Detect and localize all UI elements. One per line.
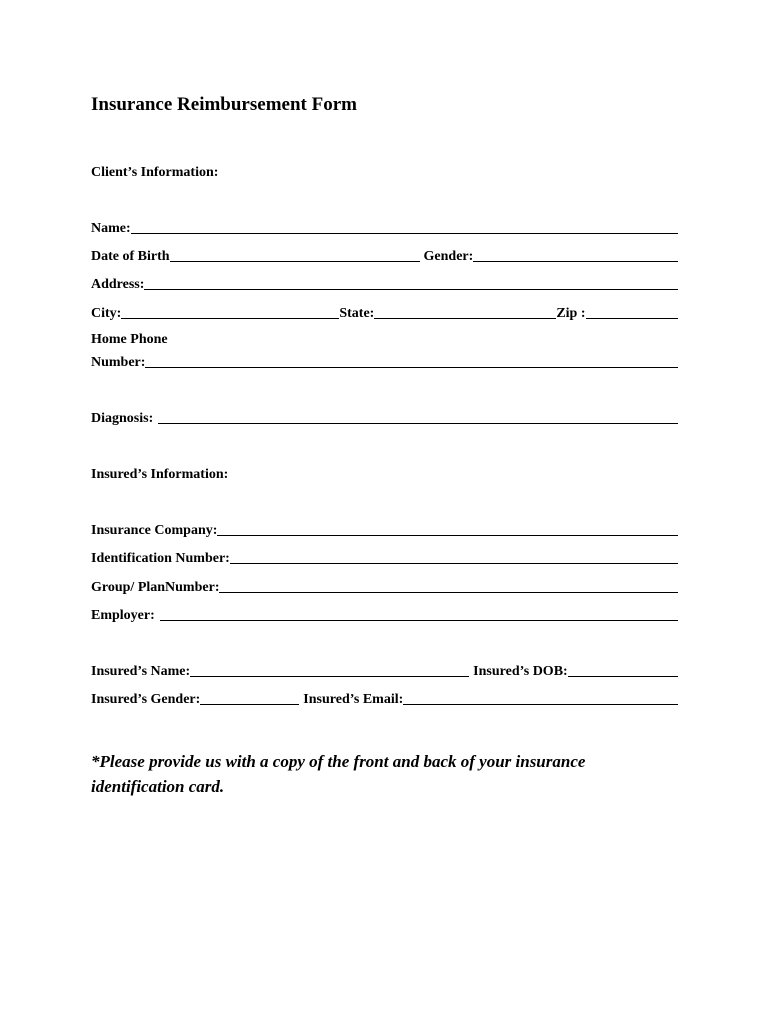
dob-label: Date of Birth [91, 249, 170, 264]
gender-label: Gender: [423, 249, 474, 264]
group-plan-number-label: Group/ PlanNumber: [91, 580, 220, 595]
zip-field[interactable] [586, 318, 678, 319]
city-state-zip-row [91, 302, 678, 322]
insured-gender-email-row [91, 688, 678, 708]
employer-row [91, 604, 678, 624]
group-plan-number-field[interactable] [219, 592, 678, 593]
insured-email-field[interactable] [403, 704, 678, 705]
insurance-company-row [91, 519, 678, 539]
form-title: Insurance Reimbursement Form [91, 94, 357, 115]
gender-field[interactable] [473, 261, 678, 262]
zip-label: Zip : [556, 306, 586, 321]
client-information-heading: Client’s Information: [91, 165, 219, 180]
name-row [91, 217, 678, 237]
address-row [91, 273, 678, 293]
insurance-card-note: *Please provide us with a copy of the front and back of your insurance identification card. [91, 752, 586, 796]
name-field[interactable] [131, 233, 678, 234]
home-phone-field[interactable] [145, 367, 678, 368]
insured-name-label: Insured’s Name: [91, 664, 191, 679]
insured-dob-label: Insured’s DOB: [473, 664, 568, 679]
insured-name-field[interactable] [190, 676, 469, 677]
home-phone-label: Number: [91, 355, 146, 370]
insured-name-dob-row [91, 660, 678, 680]
insurance-company-label: Insurance Company: [91, 523, 218, 538]
name-label: Name: [91, 221, 131, 236]
insured-gender-label: Insured’s Gender: [91, 692, 201, 707]
address-field[interactable] [144, 289, 678, 290]
address-label: Address: [91, 277, 145, 292]
city-field[interactable] [121, 318, 339, 319]
diagnosis-row [91, 407, 678, 427]
state-label: State: [339, 306, 375, 321]
diagnosis-label: Diagnosis: [91, 411, 154, 426]
dob-gender-row [91, 245, 678, 265]
identification-number-row [91, 547, 678, 567]
diagnosis-field[interactable] [158, 423, 678, 424]
insured-gender-field[interactable] [200, 704, 299, 705]
employer-label: Employer: [91, 608, 155, 623]
state-field[interactable] [374, 318, 556, 319]
insured-email-label: Insured’s Email: [303, 692, 404, 707]
city-label: City: [91, 306, 122, 321]
identification-number-field[interactable] [230, 563, 678, 564]
employer-field[interactable] [160, 620, 678, 621]
insured-dob-field[interactable] [568, 676, 678, 677]
group-plan-number-row [91, 576, 678, 596]
dob-field[interactable] [170, 261, 420, 262]
insured-information-heading: Insured’s Information: [91, 467, 229, 482]
identification-number-label: Identification Number: [91, 551, 230, 566]
home-phone-row [91, 351, 678, 371]
insurance-company-field[interactable] [217, 535, 678, 536]
home-phone-label-top: Home Phone [91, 332, 168, 347]
